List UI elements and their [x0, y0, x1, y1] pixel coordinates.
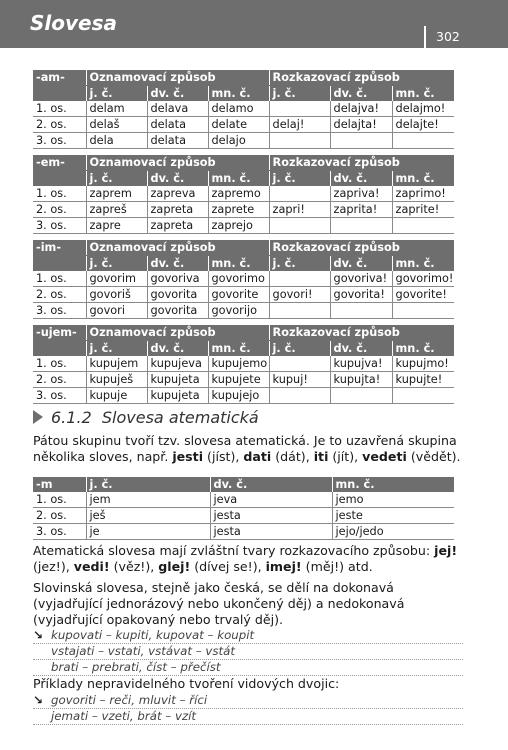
imperative-cell: zaprita! [330, 202, 392, 218]
table-row [33, 218, 454, 234]
table-cell: ješ [86, 508, 210, 524]
table-subheader-row [33, 86, 454, 102]
imperative-cell: kupuj! [269, 372, 330, 388]
page-number: 302 [436, 29, 460, 44]
number-header: j. č. [86, 341, 147, 357]
imperative-cell [330, 303, 392, 319]
table-subheader-row [33, 256, 454, 272]
imperative-cell: kupujta! [330, 372, 392, 388]
example-line [33, 693, 463, 709]
indicative-header: Oznamovací způsob [86, 155, 269, 171]
indicative-cell: delajo [208, 133, 269, 149]
para-text: Atematická slovesa mají zvláštní tvary rozkazovacího způsobu: [33, 543, 435, 558]
para-text: (jez!), [33, 559, 74, 574]
imperative-cell [269, 356, 330, 372]
person-cell: 3. os. [33, 218, 86, 234]
indicative-cell: kupujemo [208, 356, 269, 372]
imperative-cell [269, 186, 330, 202]
table-row [33, 372, 454, 388]
indicative-cell: delata [147, 117, 208, 133]
chapter-title: Slovesa [30, 11, 118, 35]
person-cell: 1. os. [33, 101, 86, 117]
indicative-cell: kupujeta [147, 372, 208, 388]
imperative-cell: kupujmo! [392, 356, 454, 372]
person-cell: 2. os. [33, 117, 86, 133]
number-header: mn. č. [392, 171, 454, 187]
imperative-cell [392, 388, 454, 404]
intro-text: Pátou skupinu tvoří tzv. slovesa atematická. Je to uzavřená skupina několika sloves, např. [33, 433, 457, 464]
person-cell: 3. os. [33, 388, 86, 404]
number-header: j. č. [269, 256, 330, 272]
table-cell: jemo [332, 492, 454, 508]
person-cell: 3. os. [33, 303, 86, 319]
table-row [33, 186, 454, 202]
indicative-cell: govori [86, 303, 147, 319]
imperative-cell [392, 303, 454, 319]
table-header-row [33, 477, 454, 492]
intro-paragraph [33, 433, 463, 465]
imperative-cell: delaj! [269, 117, 330, 133]
indicative-cell: kupujem [86, 356, 147, 372]
indicative-cell: delata [147, 133, 208, 149]
number-header: mn. č. [208, 86, 269, 102]
conjugation-table [33, 155, 454, 234]
table-row [33, 356, 454, 372]
example-line [33, 628, 463, 644]
example-text: jemati – vzeti, brát – vzít [51, 709, 197, 723]
number-header: dv. č. [147, 341, 208, 357]
table-subheader-row [33, 171, 454, 187]
indicative-cell: kupuješ [86, 372, 147, 388]
table-row [33, 388, 454, 404]
imperative-cell [269, 101, 330, 117]
example-line [33, 644, 463, 660]
blank-cell [33, 341, 86, 357]
indicative-cell: govorijo [208, 303, 269, 319]
imperative-cell: kupujva! [330, 356, 392, 372]
indicative-cell: govorita [147, 303, 208, 319]
number-header: dv. č. [330, 86, 392, 102]
indicative-cell: zapreva [147, 186, 208, 202]
indicative-cell: govorimo [208, 271, 269, 287]
example-text: govoriti – reči, mluvit – říci [51, 693, 208, 707]
imperative-cell: delajta! [330, 117, 392, 133]
para-text: (věz!), [109, 559, 159, 574]
number-header: j. č. [86, 171, 147, 187]
indicative-cell: kupujeta [147, 388, 208, 404]
indicative-cell: dela [86, 133, 147, 149]
number-header: dv. č. [147, 171, 208, 187]
number-header: dv. č. [330, 171, 392, 187]
imperative-cell: govorita! [330, 287, 392, 303]
number-header: dv. č. [330, 256, 392, 272]
number-header: j. č. [86, 256, 147, 272]
table-row [33, 508, 454, 524]
imperative-cell: govori! [269, 287, 330, 303]
indicative-cell: delate [208, 117, 269, 133]
number-header: j. č. [269, 171, 330, 187]
imperative-cell: govorite! [392, 287, 454, 303]
imperative-cell [269, 133, 330, 149]
number-header: j. č. [269, 341, 330, 357]
imperative-cell [392, 133, 454, 149]
imperative-cell: zaprite! [392, 202, 454, 218]
table-cell: jejo/jedo [332, 524, 454, 540]
table-cell: je [86, 524, 210, 540]
number-header: mn. č. [392, 86, 454, 102]
imperative-cell [269, 388, 330, 404]
irregular-paragraph: Příklady nepravidelného tvoření vidových dvojic: [33, 676, 340, 691]
table-cell: 2. os. [33, 508, 86, 524]
header-cell: j. č. [86, 477, 210, 492]
number-header: j. č. [269, 86, 330, 102]
indicative-cell: delava [147, 101, 208, 117]
intro-text: (vědět). [406, 449, 461, 464]
imperative-header: Rozkazovací způsob [269, 70, 454, 86]
intro-text: (jít), [328, 449, 363, 464]
table-cell: 1. os. [33, 492, 86, 508]
indicative-cell: govorim [86, 271, 147, 287]
table-row [33, 303, 454, 319]
header-divider [424, 26, 426, 48]
arrow-icon: ↘ [33, 628, 44, 642]
indicative-cell: zaprem [86, 186, 147, 202]
triangle-icon [33, 410, 43, 424]
indicative-cell: govoriš [86, 287, 147, 303]
indicative-cell: govorita [147, 287, 208, 303]
person-cell: 1. os. [33, 186, 86, 202]
header-cell: dv. č. [210, 477, 332, 492]
indicative-cell: zapreta [147, 218, 208, 234]
section-title: Slovesa atematická [101, 408, 259, 427]
indicative-cell: govorite [208, 287, 269, 303]
indicative-header: Oznamovací způsob [86, 240, 269, 256]
imperative-header: Rozkazovací způsob [269, 240, 454, 256]
imperative-header: Rozkazovací způsob [269, 155, 454, 171]
person-cell: 1. os. [33, 356, 86, 372]
person-cell: 2. os. [33, 372, 86, 388]
imperative-cell [330, 133, 392, 149]
table-subheader-row [33, 341, 454, 357]
indicative-cell: kupujejo [208, 388, 269, 404]
indicative-header: Oznamovací způsob [86, 70, 269, 86]
blank-cell [33, 256, 86, 272]
imperative-paragraph [33, 543, 463, 575]
ending-label: -em- [33, 155, 86, 171]
imperative-cell: zaprimo! [392, 186, 454, 202]
person-cell: 2. os. [33, 202, 86, 218]
table-row [33, 287, 454, 303]
indicative-cell: zaprejo [208, 218, 269, 234]
examples-irregular [33, 693, 463, 725]
aspect-paragraph: Slovinská slovesa, stejně jako česká, se dělí na dokonavá (vyjadřující jednorázový nebo ukončený děj) a nedokonavá (vyjadřující opakovaný nebo trvalý děj). [33, 580, 405, 627]
table-header-row [33, 325, 454, 341]
blank-cell [33, 86, 86, 102]
table-header-row [33, 155, 454, 171]
person-cell: 3. os. [33, 133, 86, 149]
indicative-cell: delamo [208, 101, 269, 117]
table-cell: jesta [210, 524, 332, 540]
example-line [33, 660, 463, 676]
example-line [33, 709, 463, 725]
indicative-cell: kupujeva [147, 356, 208, 372]
para-text: (dívej se!), [190, 559, 266, 574]
table-row [33, 117, 454, 133]
person-cell: 2. os. [33, 287, 86, 303]
number-header: mn. č. [208, 171, 269, 187]
intro-verb: vedeti [362, 449, 407, 464]
atematic-table [33, 477, 454, 540]
ending-label: -im- [33, 240, 86, 256]
table-row [33, 271, 454, 287]
imperative-cell [269, 303, 330, 319]
table-row [33, 202, 454, 218]
page-header [0, 0, 508, 48]
intro-verb: jesti [172, 449, 204, 464]
number-header: dv. č. [147, 256, 208, 272]
imperative-form: jej! [434, 543, 458, 558]
imperative-cell [330, 218, 392, 234]
imperative-cell: kupujte! [392, 372, 454, 388]
indicative-cell: zapremo [208, 186, 269, 202]
indicative-cell: govoriva [147, 271, 208, 287]
indicative-cell: zapre [86, 218, 147, 234]
imperative-cell [330, 388, 392, 404]
number-header: dv. č. [330, 341, 392, 357]
imperative-form: glej! [158, 559, 191, 574]
imperative-cell: delajva! [330, 101, 392, 117]
number-header: mn. č. [392, 341, 454, 357]
imperative-cell: delajmo! [392, 101, 454, 117]
table-row [33, 492, 454, 508]
indicative-cell: delam [86, 101, 147, 117]
conjugation-table [33, 325, 454, 404]
table-row [33, 133, 454, 149]
intro-verb: dati [243, 449, 272, 464]
table-row [33, 101, 454, 117]
examples-aspect [33, 628, 463, 676]
section-heading [33, 408, 259, 427]
arrow-icon: ↘ [33, 693, 44, 707]
table-cell: jeva [210, 492, 332, 508]
ending-label: -ujem- [33, 325, 86, 341]
para-text: (měj!) atd. [301, 559, 373, 574]
table-cell: jeste [332, 508, 454, 524]
indicative-cell: kupuje [86, 388, 147, 404]
imperative-cell: govorimo! [392, 271, 454, 287]
intro-text: (dát), [271, 449, 314, 464]
section-number: 6.1.2 [51, 408, 92, 427]
imperative-cell [269, 271, 330, 287]
number-header: j. č. [86, 86, 147, 102]
table-cell: jem [86, 492, 210, 508]
table-header-row [33, 240, 454, 256]
imperative-cell: delajte! [392, 117, 454, 133]
header-cell: -m [33, 477, 86, 492]
example-text: brati – prebrati, číst – přečíst [51, 660, 221, 674]
table-header-row [33, 70, 454, 86]
imperative-cell [269, 218, 330, 234]
imperative-cell [392, 218, 454, 234]
indicative-header: Oznamovací způsob [86, 325, 269, 341]
conjugation-table [33, 70, 454, 149]
ending-label: -am- [33, 70, 86, 86]
indicative-cell: kupujete [208, 372, 269, 388]
imperative-header: Rozkazovací způsob [269, 325, 454, 341]
number-header: mn. č. [208, 341, 269, 357]
imperative-cell: zapri! [269, 202, 330, 218]
indicative-cell: delaš [86, 117, 147, 133]
blank-cell [33, 171, 86, 187]
imperative-cell: govoriva! [330, 271, 392, 287]
imperative-cell: zapriva! [330, 186, 392, 202]
indicative-cell: zapreta [147, 202, 208, 218]
intro-verb: iti [313, 449, 329, 464]
number-header: dv. č. [147, 86, 208, 102]
example-text: kupovati – kupiti, kupovat – koupit [51, 628, 255, 642]
number-header: mn. č. [208, 256, 269, 272]
table-cell: 3. os. [33, 524, 86, 540]
indicative-cell: zaprete [208, 202, 269, 218]
indicative-cell: zapreš [86, 202, 147, 218]
conjugation-table [33, 240, 454, 319]
header-cell: mn. č. [332, 477, 454, 492]
person-cell: 1. os. [33, 271, 86, 287]
imperative-form: imej! [265, 559, 302, 574]
table-cell: jesta [210, 508, 332, 524]
example-text: vstajati – vstati, vstávat – vstát [51, 644, 235, 658]
intro-text: (jíst), [203, 449, 244, 464]
imperative-form: vedi! [73, 559, 110, 574]
table-row [33, 524, 454, 540]
number-header: mn. č. [392, 256, 454, 272]
